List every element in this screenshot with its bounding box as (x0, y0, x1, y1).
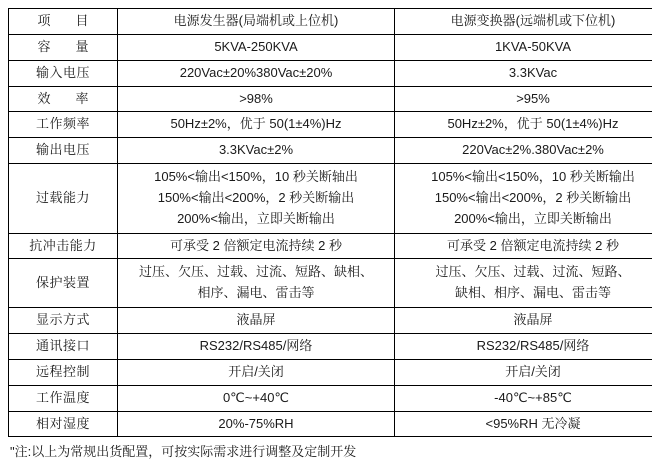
value-line: 0℃~+40℃ (122, 389, 390, 408)
row-label: 容 量 (31, 39, 94, 54)
row-label: 相对湿度 (36, 416, 90, 431)
generator-value-cell (118, 86, 395, 112)
value-line: <95%RH 无冷凝 (399, 415, 652, 434)
value-line: 150%<输出<200%，2 秒关断输出 (399, 188, 652, 209)
converter-value-cell (395, 86, 652, 112)
table-row (9, 60, 652, 86)
value-line: 220Vac±2%.380Vac±2% (399, 141, 652, 160)
value-line: 3.3KVac±2% (122, 141, 390, 160)
generator-value-cell (118, 333, 395, 359)
specification-table (8, 8, 652, 437)
row-label-cell (9, 34, 118, 60)
generator-value-cell (118, 164, 395, 234)
row-label-cell (9, 164, 118, 234)
footer-note: "注:以上为常规出货配置，可按实际需求进行调整及定制开发 (8, 443, 644, 461)
table-row (9, 411, 652, 437)
generator-value-cell (118, 385, 395, 411)
converter-value-cell (395, 233, 652, 259)
header-cell-generator: 电源发生器(局端机或上位机) (118, 9, 395, 35)
value-line: 3.3KVac (399, 64, 652, 83)
value-line: 可承受 2 倍额定电流持续 2 秒 (122, 237, 390, 256)
value-line: 缺相、相序、漏电、雷击等 (399, 283, 652, 304)
row-label: 抗冲击能力 (29, 238, 97, 253)
generator-value-cell (118, 308, 395, 334)
table-row (9, 112, 652, 138)
value-line: 50Hz±2%，优于 50(1±4%)Hz (399, 115, 652, 134)
row-label: 显示方式 (36, 312, 90, 327)
value-line: 220Vac±20%380Vac±20% (122, 64, 390, 83)
value-line: 150%<输出<200%，2 秒关断输出 (122, 188, 390, 209)
row-label-cell (9, 259, 118, 308)
value-line: 5KVA-250KVA (122, 38, 390, 57)
generator-value-cell (118, 138, 395, 164)
value-line: 105%<输出<150%，10 秒关断轴出 (122, 167, 390, 188)
value-line: 相序、漏电、雷击等 (122, 283, 390, 304)
table-row (9, 359, 652, 385)
row-label: 保护装置 (36, 275, 90, 290)
value-line: -40℃~+85℃ (399, 389, 652, 408)
value-line: 液晶屏 (399, 311, 652, 330)
converter-value-cell (395, 308, 652, 334)
generator-value-cell (118, 411, 395, 437)
header-cell-item (9, 9, 118, 35)
row-label: 远程控制 (36, 364, 90, 379)
row-label-cell (9, 233, 118, 259)
table-row (9, 138, 652, 164)
value-line: 1KVA-50KVA (399, 38, 652, 57)
value-line: 开启/关闭 (122, 363, 390, 382)
row-label-cell (9, 385, 118, 411)
table-row (9, 385, 652, 411)
value-line: 50Hz±2%，优于 50(1±4%)Hz (122, 115, 390, 134)
value-line: 20%-75%RH (122, 415, 390, 434)
generator-value-cell (118, 259, 395, 308)
value-line: 200%<输出，立即关断输出 (122, 209, 390, 230)
row-label-cell (9, 308, 118, 334)
row-label-cell (9, 112, 118, 138)
value-line: 过压、欠压、过载、过流、短路、 (399, 262, 652, 283)
row-label: 输入电压 (36, 65, 90, 80)
value-line: 105%<输出<150%，10 秒关断输出 (399, 167, 652, 188)
generator-value-cell (118, 34, 395, 60)
value-line: >95% (399, 90, 652, 109)
row-label-cell (9, 138, 118, 164)
value-line: 200%<输出，立即关断输出 (399, 209, 652, 230)
converter-value-cell (395, 60, 652, 86)
row-label: 过载能力 (36, 190, 90, 205)
row-label-cell (9, 359, 118, 385)
generator-value-cell (118, 60, 395, 86)
converter-value-cell (395, 385, 652, 411)
converter-value-cell (395, 333, 652, 359)
value-line: RS232/RS485/网络 (122, 337, 390, 356)
row-label: 通讯接口 (36, 338, 90, 353)
header-item-label: 项 目 (31, 13, 94, 28)
value-line: RS232/RS485/网络 (399, 337, 652, 356)
table-row (9, 259, 652, 308)
generator-value-cell (118, 112, 395, 138)
row-label: 输出电压 (36, 142, 90, 157)
generator-value-cell (118, 233, 395, 259)
row-label-cell (9, 86, 118, 112)
value-line: >98% (122, 90, 390, 109)
converter-value-cell (395, 34, 652, 60)
value-line: 开启/关闭 (399, 363, 652, 382)
converter-value-cell (395, 411, 652, 437)
header-cell-converter: 电源变换器(远端机或下位机) (395, 9, 652, 35)
table-row (9, 308, 652, 334)
converter-value-cell (395, 112, 652, 138)
table-row (9, 86, 652, 112)
converter-value-cell (395, 259, 652, 308)
table-header-row (9, 9, 652, 35)
value-line: 过压、欠压、过载、过流、短路、缺相、 (122, 262, 390, 283)
converter-value-cell (395, 359, 652, 385)
row-label-cell (9, 333, 118, 359)
row-label-cell (9, 60, 118, 86)
row-label: 工作频率 (36, 116, 90, 131)
converter-value-cell (395, 138, 652, 164)
table-row (9, 164, 652, 234)
row-label-cell (9, 411, 118, 437)
table-row (9, 233, 652, 259)
value-line: 可承受 2 倍额定电流持续 2 秒 (399, 237, 652, 256)
value-line: 液晶屏 (122, 311, 390, 330)
table-row (9, 333, 652, 359)
row-label: 效 率 (31, 91, 94, 106)
converter-value-cell (395, 164, 652, 234)
table-row (9, 34, 652, 60)
generator-value-cell (118, 359, 395, 385)
row-label: 工作温度 (36, 390, 90, 405)
table-body (9, 9, 652, 437)
